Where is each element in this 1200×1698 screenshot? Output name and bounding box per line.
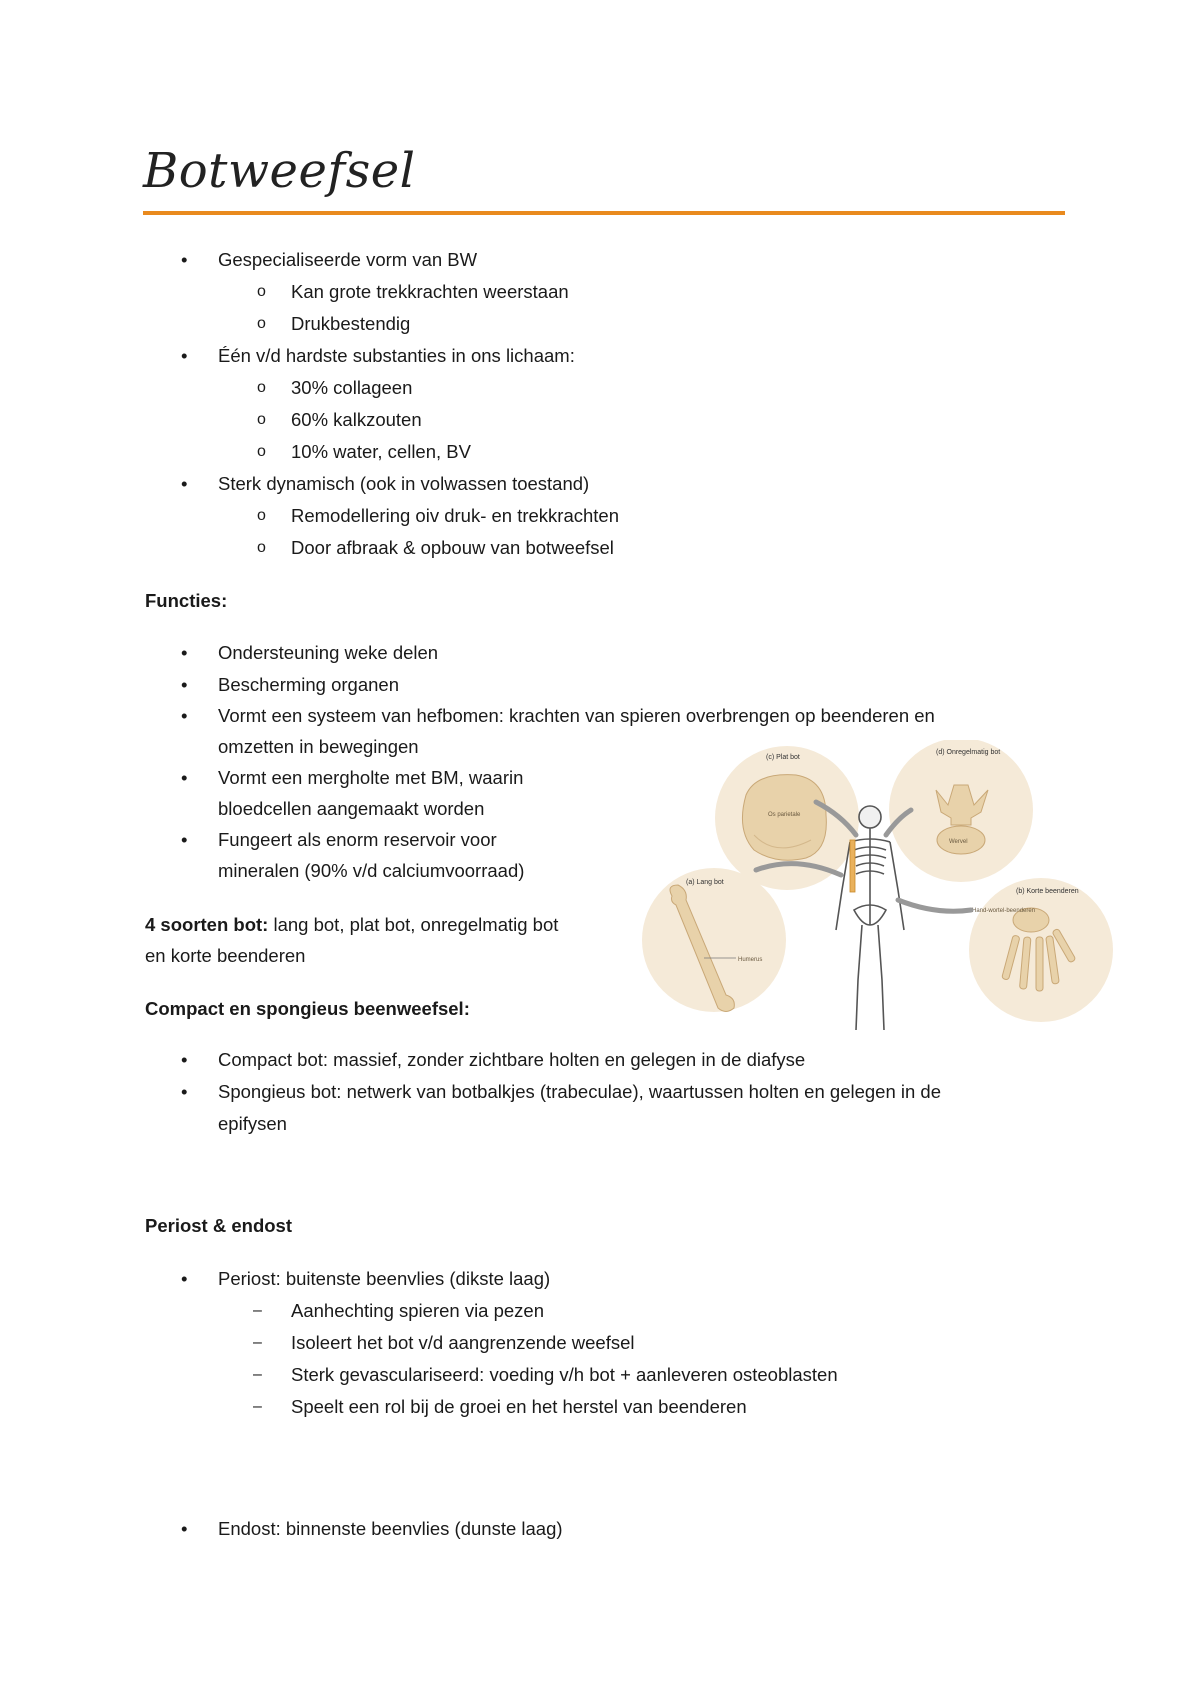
page-title: Botweefsel [143, 143, 416, 199]
list-item-continuation: bloedcellen aangemaakt worden [218, 798, 485, 819]
list-subitem: – Isoleert het bot v/d aangrenzende weefsel [253, 1332, 635, 1353]
list-item: • Sterk dynamisch (ook in volwassen toestand) [181, 473, 590, 494]
list-subitem: – Speelt een rol bij de groei en het herstel van beenderen [253, 1396, 747, 1417]
short-bone-panel [969, 878, 1113, 1022]
list-subitem: – Aanhechting spieren via pezen [253, 1300, 545, 1321]
bullet-icon: • [181, 705, 188, 726]
list-item: • Één v/d hardste substanties in ons lichaam: [181, 345, 575, 366]
section-heading-functies: Functies: [145, 590, 228, 611]
dash-bullet-icon: – [253, 1398, 262, 1415]
bone-types-figure [636, 740, 1126, 1040]
section-heading-periost: Periost & endost [145, 1215, 292, 1236]
circle-bullet-icon: o [257, 443, 266, 460]
list-item: • Vormt een mergholte met BM, waarin [181, 767, 524, 788]
long-bone-label: Humerus [738, 957, 763, 963]
circle-bullet-icon: o [257, 507, 266, 524]
long-bone-caption: (a) Lang bot [686, 879, 724, 886]
list-item: • Fungeert als enorm reservoir voor [181, 829, 497, 850]
dash-bullet-icon: – [253, 1366, 262, 1383]
bullet-icon: • [181, 642, 188, 663]
list-item: • Periost: buitenste beenvlies (dikste laag) [181, 1268, 551, 1289]
list-item: • Ondersteuning weke delen [181, 642, 439, 663]
long-bone-panel [642, 868, 786, 1012]
list-item-continuation: epifysen [218, 1113, 287, 1134]
title-underline [143, 211, 1065, 215]
list-item: • Bescherming organen [181, 674, 399, 695]
flat-bone-caption: (c) Plat bot [766, 754, 800, 761]
bullet-icon: • [181, 249, 188, 270]
list-item: • Compact bot: massief, zonder zichtbare holten en gelegen in de diafyse [181, 1049, 806, 1070]
list-subitem: – Sterk gevasculariseerd: voeding v/h bot + aanleveren osteoblasten [253, 1364, 838, 1385]
irregular-bone-label: Wervel [949, 839, 968, 845]
list-subitem: o Remodellering oiv druk- en trekkrachten [257, 505, 620, 526]
bullet-icon: • [181, 473, 188, 494]
list-item-continuation: mineralen (90% v/d calciumvoorraad) [218, 860, 525, 881]
list-subitem: o 10% water, cellen, BV [257, 441, 471, 462]
bullet-icon: • [181, 1049, 188, 1070]
paragraph-lead: 4 soorten bot: [145, 914, 269, 935]
list-subitem: o 60% kalkzouten [257, 409, 422, 430]
paragraph-continuation: en korte beenderen [145, 945, 306, 966]
bullet-icon: • [181, 1268, 188, 1289]
circle-bullet-icon: o [257, 411, 266, 428]
short-bone-caption: (b) Korte beenderen [1016, 888, 1079, 895]
list-subitem: o Kan grote trekkrachten weerstaan [257, 281, 569, 302]
dash-bullet-icon: – [253, 1334, 262, 1351]
list-subitem: o 30% collageen [257, 377, 413, 398]
bullet-icon: • [181, 1518, 188, 1539]
circle-bullet-icon: o [257, 315, 266, 332]
dash-bullet-icon: – [253, 1302, 262, 1319]
bullet-icon: • [181, 345, 188, 366]
list-item: • Gespecialiseerde vorm van BW [181, 249, 478, 270]
list-item: • Vormt een systeem van hefbomen: krachten van spieren overbrengen op beenderen en [181, 705, 935, 726]
circle-bullet-icon: o [257, 283, 266, 300]
bullet-icon: • [181, 1081, 188, 1102]
paragraph-soorten: 4 soorten bot: lang bot, plat bot, onregelmatig bot [145, 914, 559, 935]
list-item: • Endost: binnenste beenvlies (dunste laag) [181, 1518, 563, 1539]
list-subitem: o Door afbraak & opbouw van botweefsel [257, 537, 614, 558]
circle-bullet-icon: o [257, 379, 266, 396]
bullet-icon: • [181, 674, 188, 695]
list-item-continuation: omzetten in bewegingen [218, 736, 419, 757]
bullet-icon: • [181, 767, 188, 788]
list-subitem: o Drukbestendig [257, 313, 411, 334]
circle-bullet-icon: o [257, 539, 266, 556]
irregular-bone-caption: (d) Onregelmatig bot [936, 749, 1001, 756]
section-heading-compact: Compact en spongieus beenweefsel: [145, 998, 470, 1019]
short-bone-label: Hand-wortel-beenderen [972, 908, 1036, 914]
bullet-icon: • [181, 829, 188, 850]
skeleton-bone-types-illustration [636, 740, 1126, 1040]
list-item: • Spongieus bot: netwerk van botbalkjes (trabeculae), waartussen holten en gelegen in de [181, 1081, 941, 1102]
flat-bone-label: Os parietale [768, 812, 801, 818]
